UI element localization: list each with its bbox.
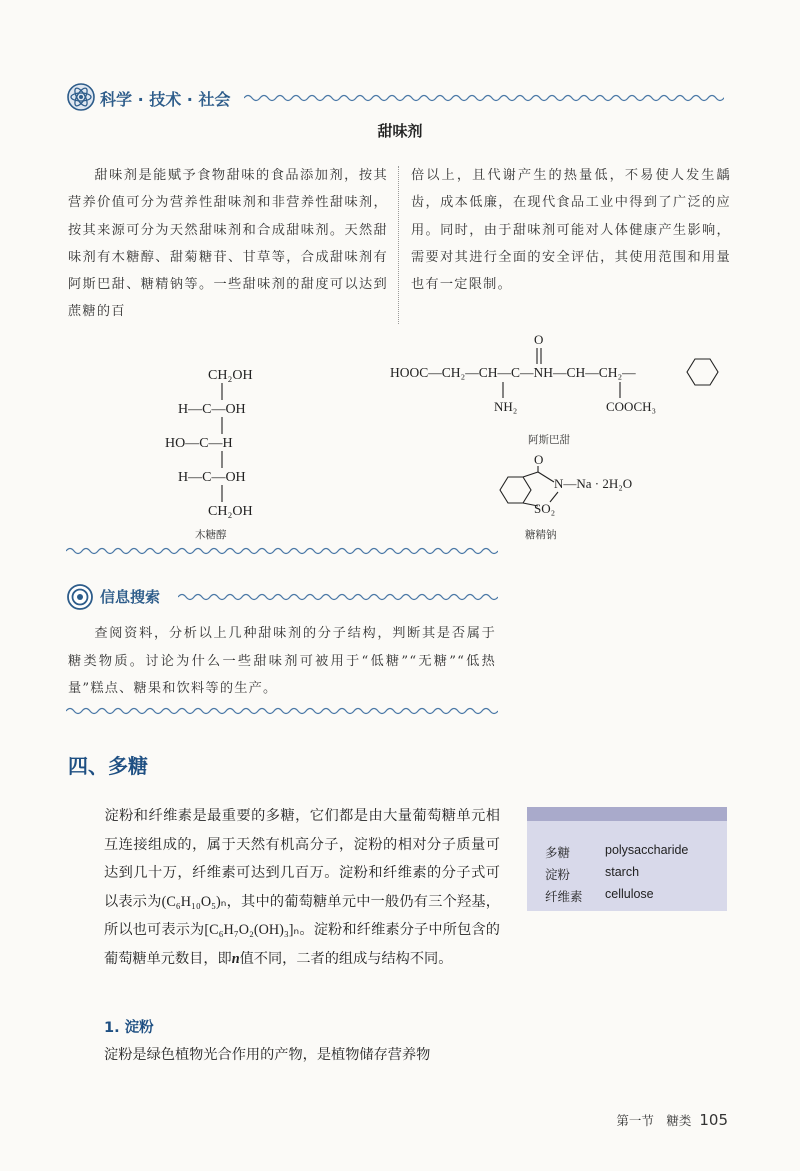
xylitol-structure <box>160 362 280 522</box>
page-number: 105 <box>699 1111 728 1129</box>
saccharin-diagram <box>494 452 714 522</box>
starch-paragraph: 淀粉是绿色植物光合作用的产物，是植物储存营养物 <box>104 1047 431 1063</box>
info-search-label: 信息搜索 <box>100 588 161 606</box>
glossary-row <box>545 843 689 861</box>
section-heading-polysaccharide: 四、多糖 <box>68 754 148 778</box>
glossary-en: starch <box>605 865 640 879</box>
article-right-column: 倍以上，且代谢产生的热量低，不易使人发生龋齿，成本低廉，在现代食品工业中得到了广泛的应用。同时，由于甜味剂可能对人体健康产生影响，需要对其进行全面的安全评估，其使用范围和用量也有一定限制。 <box>411 168 731 293</box>
paragraph-part-1: 淀粉和纤维素是最重要的多糖，它们都是由大量葡萄糖单元相互连接组成的，属于天然有机高分子，淀粉的相对分子质量可达到几十万，纤维素可达到几百万。淀粉和纤维素的分子式可以表示为 <box>104 808 500 910</box>
info-search-text: 查阅资料，分析以上几种甜味剂的分子结构，判断其是否属于糖类物质。讨论为什么一些甜味剂可被用于“低糖”“无糖”“低热量”糕点、糖果和饮料等的生产。 <box>68 626 496 696</box>
glossary-zh: 纤维素 <box>545 889 583 904</box>
xylitol-row-2: H—C—OH <box>178 402 246 417</box>
xylitol-caption: 木糖醇 <box>195 529 227 541</box>
xylitol-row-1: CH₂OH <box>208 368 253 383</box>
glossary-zh: 淀粉 <box>545 867 571 882</box>
saccharin-benzene <box>500 477 531 503</box>
subheading-starch: 1. 淀粉 <box>104 1020 154 1036</box>
aspartame-caption: 阿斯巴甜 <box>528 434 570 446</box>
xylitol-row-5: CH₂OH <box>208 504 253 519</box>
glossary-row <box>545 887 654 905</box>
paragraph-part-3: 。淀粉和纤维素分子中所包含的葡萄糖单元数目，即 <box>104 922 500 967</box>
glossary-en: cellulose <box>605 887 654 901</box>
aspartame-structure <box>388 330 728 420</box>
wavy-separator <box>66 546 498 556</box>
section-wavy-rule <box>244 93 724 103</box>
saccharin-caption: 糖精钠 <box>525 529 557 541</box>
saccharin-n-label: N—Na · 2H₂O <box>554 476 633 491</box>
atom-icon <box>66 82 98 114</box>
section-label: 科学 · 技术 · 社会 <box>100 90 231 109</box>
formula-simple: (C₆H₁₀O₅)ₙ <box>161 893 227 910</box>
xylitol-row-4: H—C—OH <box>178 470 246 485</box>
aspartame-diagram <box>388 330 728 420</box>
column-divider <box>398 166 399 324</box>
footer-section: 第一节 糖类 <box>616 1113 692 1128</box>
xylitol-diagram <box>160 362 280 522</box>
formula-hydroxyl: [C₆H₇O₂(OH)₃]ₙ <box>204 922 300 939</box>
wavy-separator-bottom <box>66 706 498 716</box>
saccharin-so2: SO₂ <box>534 501 556 516</box>
glossary-en: polysaccharide <box>605 843 689 857</box>
page-footer <box>616 1111 728 1129</box>
benzene-ring <box>687 359 718 385</box>
glossary-row <box>545 865 640 883</box>
article-title: 甜味剂 <box>377 122 423 140</box>
paragraph-part-4: 值不同，二者的组成与结构不同。 <box>239 950 453 967</box>
info-wavy-rule <box>178 592 498 602</box>
polysaccharide-paragraph <box>104 802 500 974</box>
glossary-zh: 多糖 <box>545 845 571 860</box>
n-variable: n <box>231 950 240 967</box>
info-search-header <box>66 583 502 611</box>
paragraph-part-2: ，其中的葡萄糖单元中一般仍有三个羟基，所以也可表示为 <box>104 893 500 939</box>
target-icon <box>66 583 96 613</box>
xylitol-row-3: HO—C—H <box>165 436 233 451</box>
aspartame-o-label: O <box>534 332 544 347</box>
aspartame-cooch3: COOCH₃ <box>606 399 657 414</box>
glossary-box <box>527 807 727 911</box>
aspartame-chain: HOOC—CH₂—CH—C—NH—CH—CH₂— <box>390 365 636 380</box>
section-header <box>66 82 726 114</box>
saccharin-o-label: O <box>534 452 544 467</box>
article-left-column: 甜味剂是能赋予食物甜味的食品添加剂，按其营养价值可分为营养性甜味剂和非营养性甜味剂，按其来源可分为天然甜味剂和合成甜味剂。天然甜味剂有木糖醇、甜菊糖苷、甘草等，合成甜味剂有阿斯巴甜、糖精钠等。一些甜味剂的甜度可以达到蔗糖的百 <box>68 168 388 320</box>
saccharin-structure <box>494 452 714 522</box>
aspartame-nh2: NH₂ <box>494 399 518 414</box>
